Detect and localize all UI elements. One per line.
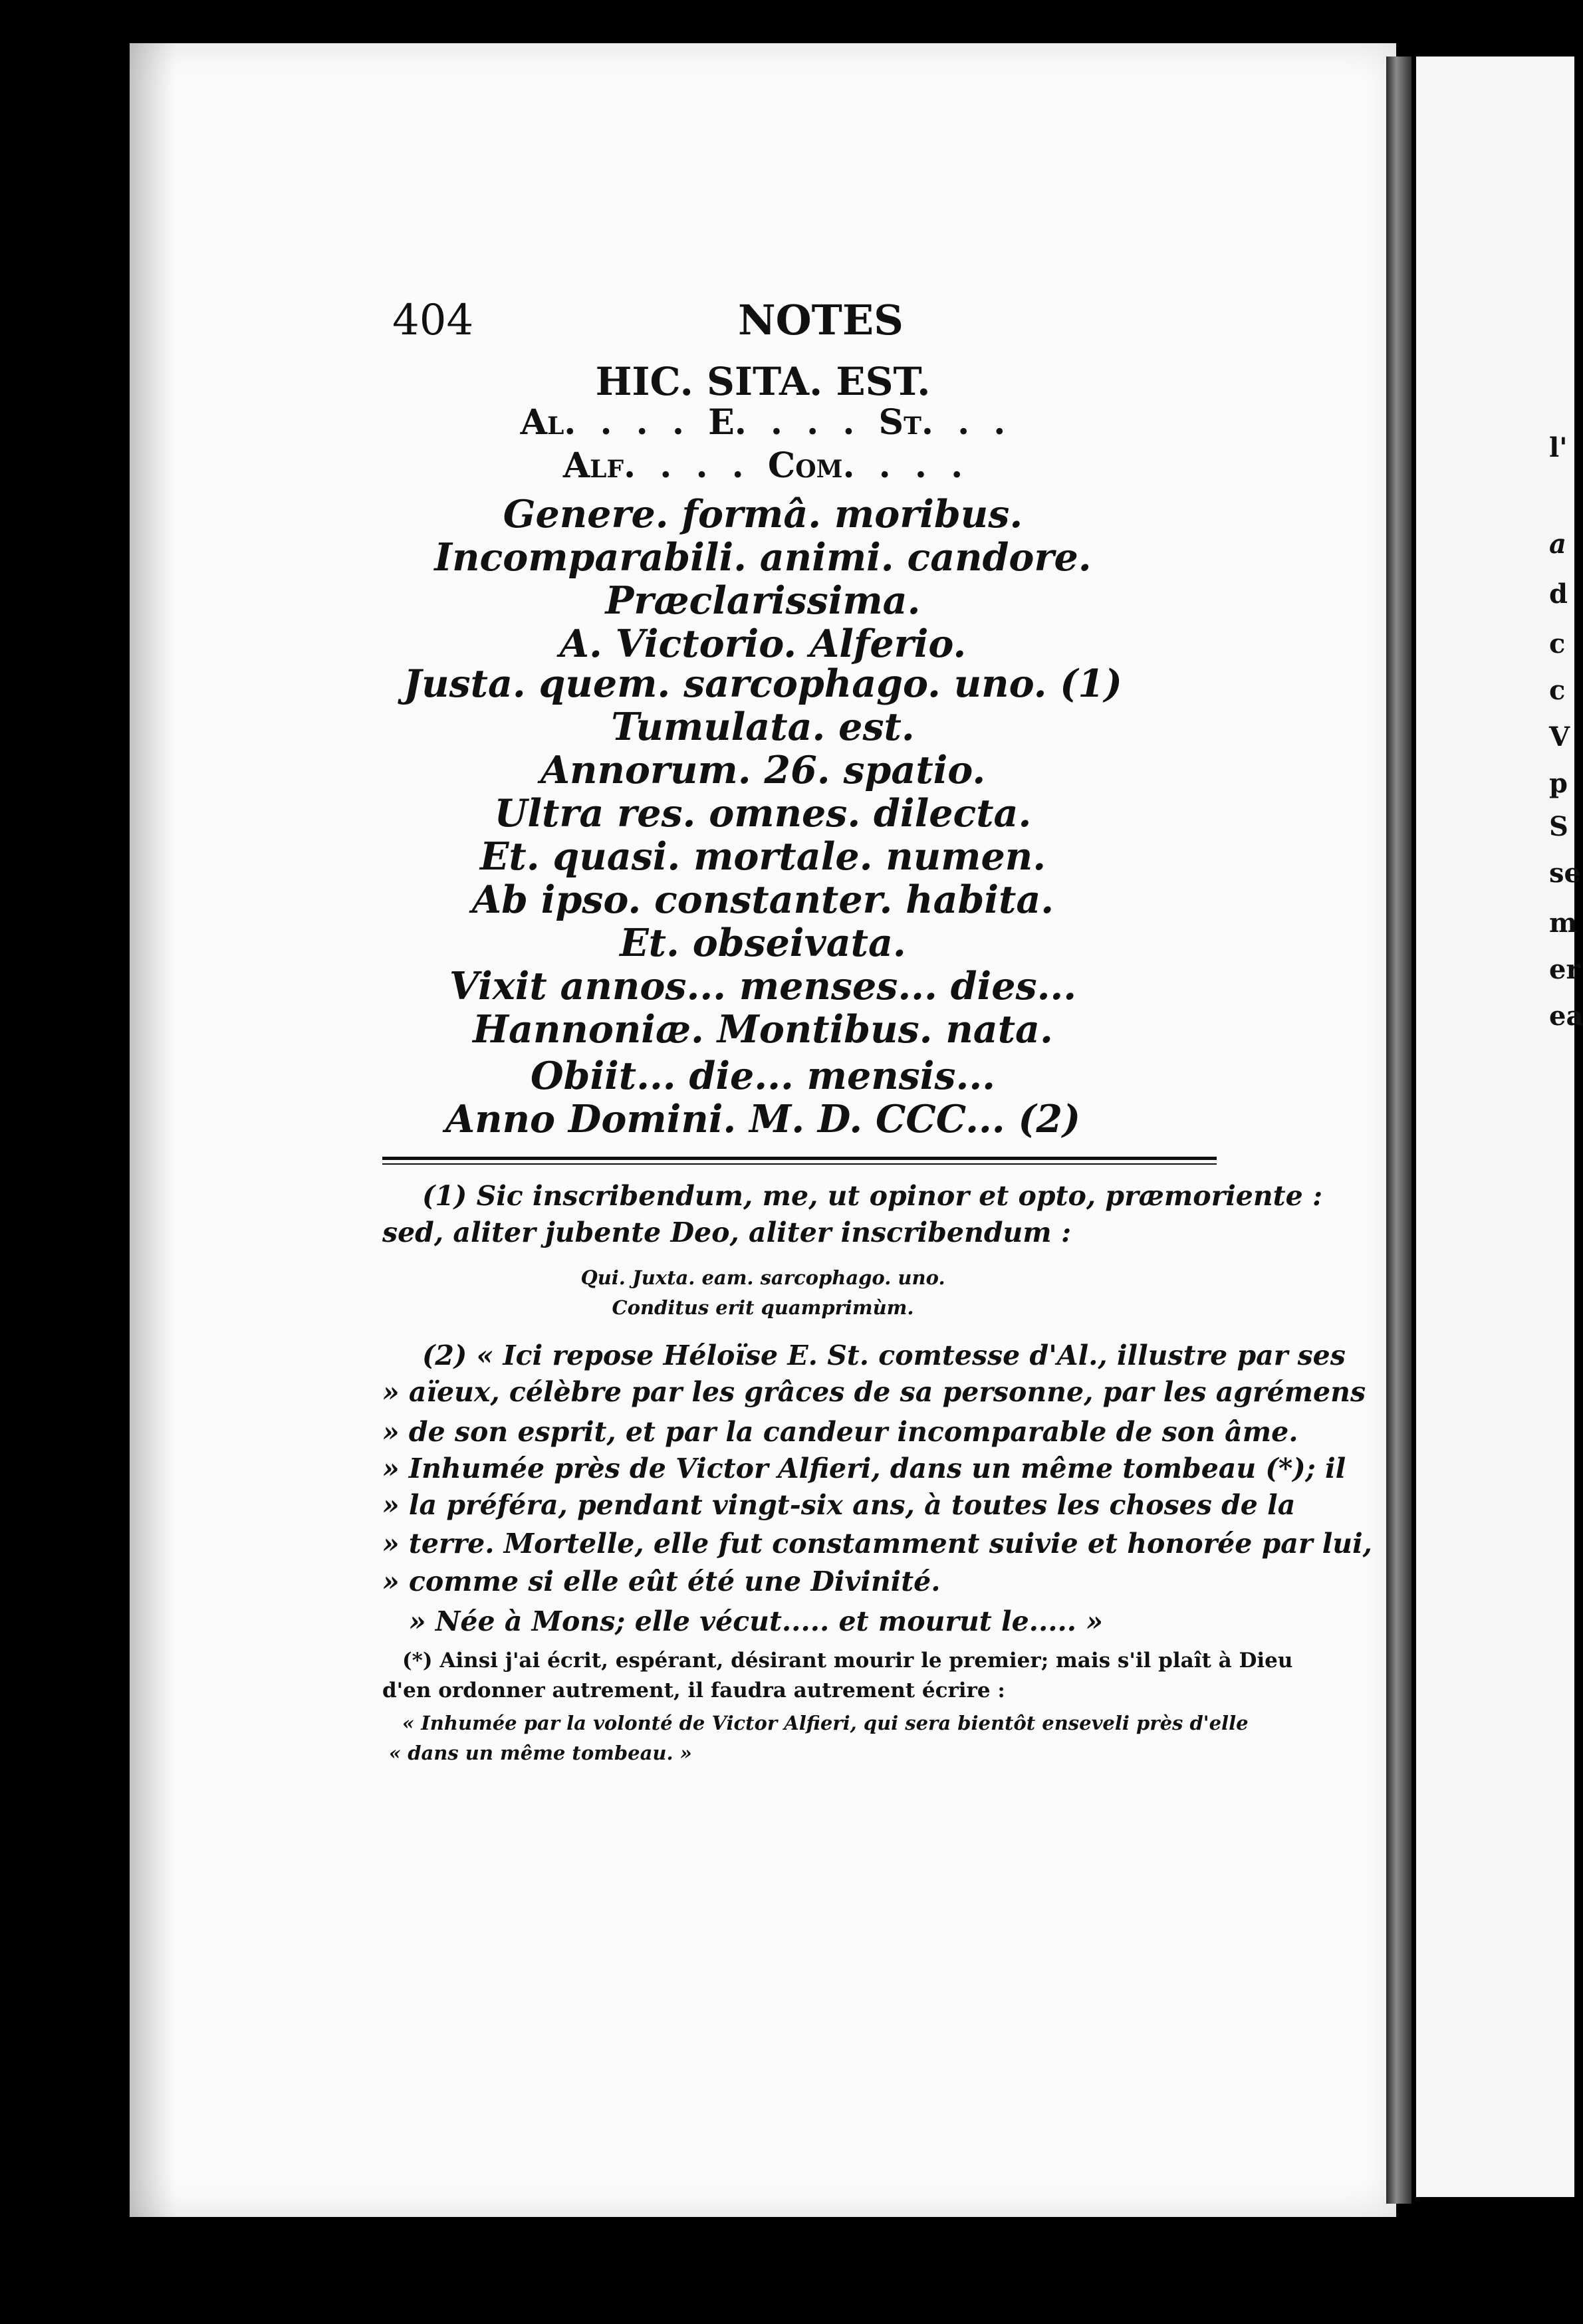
right-page-fragment: V [1549,721,1570,753]
note-2-line: » comme si elle eût été une Divinité. [382,1566,941,1597]
note-1-sub-2: Conditus erit quamprimùm. [612,1296,914,1319]
inscription-line-1: HIC. SITA. EST. [595,359,931,404]
separator-rule [382,1157,1217,1160]
inscription-italic-line: Ultra res. omnes. dilecta. [494,791,1032,836]
inscription-italic-line: Justa. quem. sarcophago. uno. (1) [404,661,1122,706]
inscription-line-3: Alf. . . . Com. . . . [562,445,963,486]
inscription-italic-line: Ab ipso. constanter. habita. [471,877,1054,922]
footnote-line-3: « Inhumée par la volonté de Victor Alfieri, qui sera bientôt enseveli près d'elle [402,1712,1249,1734]
right-page-fragment: c [1549,675,1566,706]
inscription-line-2: Al. . . . E. . . . St. . . [520,402,1006,443]
inscription-italic-line: Præclarissima. [605,578,921,623]
right-page-fragment: m [1549,907,1578,939]
right-page-fragment: a [1549,528,1566,560]
right-page-fragment: se [1549,858,1581,889]
note-2-line: » Née à Mons; elle vécut..... et mourut le..... » [409,1605,1103,1637]
note-1-sub-1: Qui. Juxta. eam. sarcophago. uno. [580,1266,945,1289]
note-2-line: » Inhumée près de Victor Alfieri, dans un même tombeau (*); il [382,1452,1346,1484]
note-2-line: » de son esprit, et par la candeur incomparable de son âme. [382,1416,1298,1448]
footnote-line-1: (*) Ainsi j'ai écrit, espérant, désirant mourir le premier; mais s'il plaît à Dieu [402,1649,1293,1673]
right-page-fragment: ea [1549,1000,1583,1032]
note-2-line: » la préféra, pendant vingt-six ans, à toutes les choses de la [382,1489,1296,1521]
footnote-line-2: d'en ordonner autrement, il faudra autrement écrire : [382,1679,1005,1702]
inscription-italic-line: Genere. formâ. moribus. [503,492,1023,536]
separator-rule-thin [382,1163,1217,1165]
right-page-fragment: er [1549,954,1580,985]
inscription-italic-line: Tumulata. est. [611,705,915,749]
inscription-italic-line: Obiit... die... mensis... [530,1054,996,1098]
note-2-line: (2) « Ici repose Héloïse E. St. comtesse d'Al., illustre par ses [422,1339,1346,1371]
note-1-line-2: sed, aliter jubente Deo, aliter inscribendum : [382,1217,1072,1248]
right-page [1416,57,1574,2197]
note-2-line: » terre. Mortelle, elle fut constamment suivie et honorée par lui, [382,1528,1372,1560]
inscription-italic-line: A. Victorio. Alferio. [559,622,967,666]
right-page-fragment: c [1549,628,1566,659]
note-1-line-1: (1) Sic inscribendum, me, ut opinor et opto, præmoriente : [422,1180,1323,1212]
right-page-fragment: d [1549,578,1568,610]
inscription-italic-line: Et. obseivata. [620,921,906,965]
footnote-line-4: « dans un même tombeau. » [389,1742,692,1764]
page-number: 404 [392,296,474,345]
inscription-italic-line: Et. quasi. mortale. numen. [479,834,1046,879]
page-title: NOTES [738,296,904,344]
inscription-italic-line: Anno Domini. M. D. CCC... (2) [445,1097,1081,1141]
inscription-italic-line: Incomparabili. animi. candore. [434,535,1092,580]
inscription-italic-line: Annorum. 26. spatio. [540,748,986,792]
note-2-line: » aïeux, célèbre par les grâces de sa personne, par les agrémens [382,1376,1366,1408]
right-page-fragment: S [1549,811,1568,842]
inscription-italic-line: Vixit annos... menses... dies... [449,964,1077,1008]
right-page-fragment: p [1549,768,1568,799]
right-page-fragment: l' [1549,432,1568,463]
inscription-italic-line: Hannoniæ. Montibus. nata. [473,1007,1053,1052]
